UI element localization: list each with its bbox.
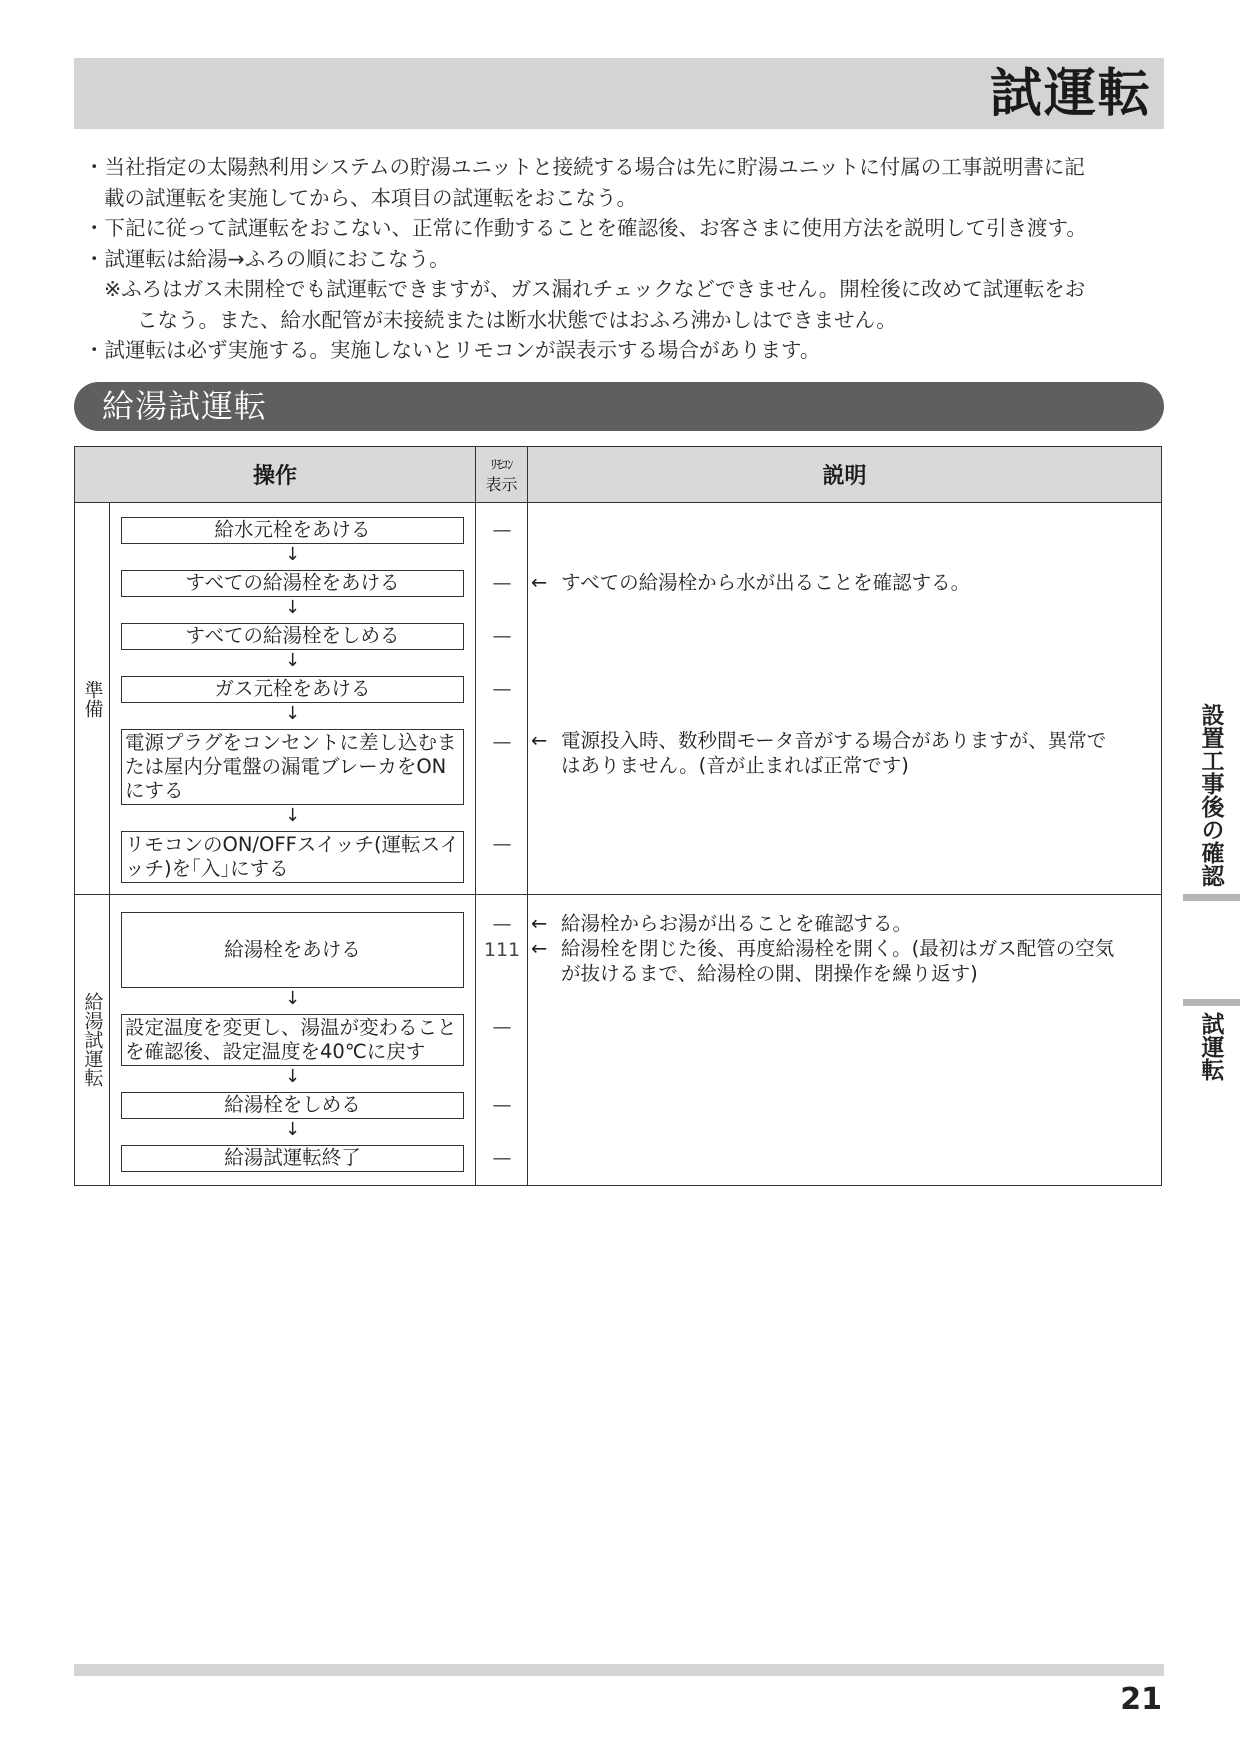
arrow-down-icon: ↓ bbox=[284, 597, 301, 618]
intro-line: こなう。また、給水配管が未接続または断水状態ではおふろ沸かしはできません。 bbox=[137, 307, 897, 332]
side-tab-marker bbox=[1183, 894, 1240, 901]
note-text: すべての給湯栓から水が出ることを確認する。 bbox=[561, 571, 971, 594]
note-text: 給湯栓を閉じた後、再度給湯栓を開く。(最初はガス配管の空気 bbox=[561, 937, 1115, 960]
side-tab-label: 設置工事後の確認 bbox=[1197, 703, 1224, 887]
divider bbox=[109, 503, 110, 1185]
step-box: 給湯栓をしめる bbox=[121, 1092, 464, 1119]
left-arrow-icon: ← bbox=[531, 571, 548, 594]
step-box: 給水元栓をあける bbox=[121, 517, 464, 544]
arrow-down-icon: ↓ bbox=[284, 1119, 301, 1140]
intro-line: 載の試運転を実施してから、本項目の試運転をおこなう。 bbox=[104, 185, 637, 210]
side-tab-marker bbox=[1183, 999, 1240, 1006]
procedure-table bbox=[74, 446, 1162, 1186]
arrow-down-icon: ↓ bbox=[284, 805, 301, 826]
note-text: はありません。(音が止まれば正常です) bbox=[561, 754, 909, 777]
side-tab-label: 試運転 bbox=[1197, 1012, 1224, 1081]
step-box: 給湯栓をあける bbox=[121, 912, 464, 988]
arrow-down-icon: ↓ bbox=[284, 703, 301, 724]
step-box: リモコンのON/OFFスイッチ(運転スイッチ)を｢入｣にする bbox=[121, 831, 464, 883]
header-operation: 操作 bbox=[252, 464, 297, 489]
note bbox=[531, 911, 1161, 986]
side-tab-test-run bbox=[1183, 1012, 1238, 1102]
page-title: 試運転 bbox=[989, 64, 1152, 124]
header-bar bbox=[74, 58, 1164, 129]
section-title: 給湯試運転 bbox=[102, 387, 268, 425]
page-number: 21 bbox=[1120, 1682, 1162, 1717]
step-box: すべての給湯栓をあける bbox=[121, 570, 464, 597]
remote-display: — bbox=[492, 731, 512, 753]
footer-bar bbox=[74, 1664, 1164, 1676]
table-header bbox=[75, 447, 1161, 503]
arrow-down-icon: ↓ bbox=[284, 1066, 301, 1087]
group-label-preparation: 準備 bbox=[81, 679, 104, 718]
remote-display: — bbox=[492, 572, 512, 594]
step-box: すべての給湯栓をしめる bbox=[121, 623, 464, 650]
intro-line: ・試運転は給湯→ふろの順におこなう。 bbox=[84, 246, 450, 271]
intro-line: ・当社指定の太陽熱利用システムの貯湯ユニットと接続する場合は先に貯湯ユニットに付属の工事説明書に記 bbox=[84, 155, 1085, 179]
note bbox=[531, 570, 1161, 595]
remote-display: — bbox=[492, 1094, 512, 1116]
remote-display-code: 111 bbox=[483, 939, 521, 961]
step-box: ガス元栓をあける bbox=[121, 676, 464, 703]
arrow-down-icon: ↓ bbox=[284, 544, 301, 565]
header-remote-bottom: 表示 bbox=[485, 474, 518, 494]
intro-line: ・試運転は必ず実施する。実施しないとリモコンが誤表示する場合があります。 bbox=[84, 338, 821, 362]
remote-display: — bbox=[492, 1016, 512, 1038]
intro-notes bbox=[84, 152, 1164, 366]
group-label-hot-water-test: 給湯試運転 bbox=[81, 992, 104, 1087]
header-description: 説明 bbox=[822, 464, 867, 489]
left-arrow-icon: ← bbox=[531, 937, 548, 960]
side-tab-install-check bbox=[1183, 703, 1238, 893]
remote-display: — bbox=[492, 1147, 512, 1169]
note-text: 給湯栓からお湯が出ることを確認する。 bbox=[561, 912, 913, 935]
left-arrow-icon: ← bbox=[531, 729, 548, 752]
note-text: 電源投入時、数秒間モータ音がする場合がありますが、異常で bbox=[561, 729, 1107, 752]
divider bbox=[75, 894, 1161, 895]
header-remote-top: ﾘﾓｺﾝ bbox=[490, 457, 513, 473]
header-remote-display bbox=[475, 447, 528, 502]
section-heading bbox=[74, 382, 1164, 431]
arrow-down-icon: ↓ bbox=[284, 650, 301, 671]
step-box: 給湯試運転終了 bbox=[121, 1145, 464, 1172]
remote-display: — bbox=[492, 833, 512, 855]
arrow-down-icon: ↓ bbox=[284, 988, 301, 1009]
step-box: 電源プラグをコンセントに差し込むまたは屋内分電盤の漏電ブレーカをONにする bbox=[121, 729, 464, 805]
intro-line: ・下記に従って試運転をおこない、正常に作動することを確認後、お客さまに使用方法を説明して引き渡す。 bbox=[84, 216, 1087, 240]
remote-display: — bbox=[492, 913, 512, 935]
remote-display: — bbox=[492, 519, 512, 541]
remote-display: — bbox=[492, 678, 512, 700]
remote-display: — bbox=[492, 625, 512, 647]
left-arrow-icon: ← bbox=[531, 912, 548, 935]
intro-line: ※ふろはガス未開栓でも試運転できますが、ガス漏れチェックなどできません。開栓後に改めて試運転をお bbox=[104, 277, 1086, 301]
note-text: が抜けるまで、給湯栓の開、閉操作を繰り返す) bbox=[561, 962, 978, 985]
step-box: 設定温度を変更し、湯温が変わることを確認後、設定温度を40℃に戻す bbox=[121, 1014, 464, 1066]
note bbox=[531, 728, 1161, 778]
